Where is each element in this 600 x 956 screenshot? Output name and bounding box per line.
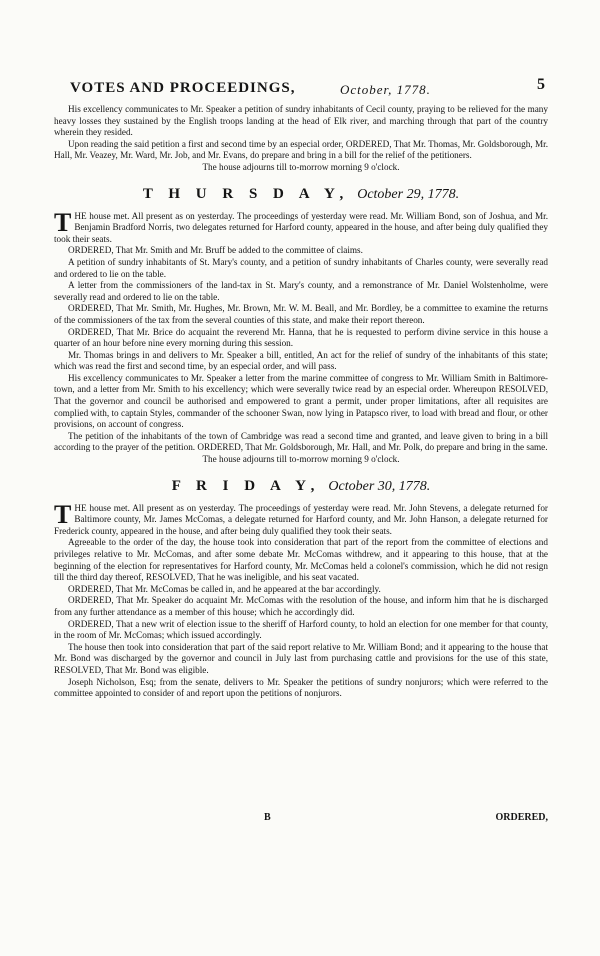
running-head-title: VOTES AND PROCEEDINGS,	[70, 80, 296, 96]
friday-opening-paragraph	[54, 499, 548, 538]
friday-paragraph: ORDERED, That a new writ of election issue to the sheriff of Harford county, to hold an election for one member for that county, in the room of Mr. McComas; which issued accordingly.	[54, 618, 548, 641]
thursday-paragraph: Mr. Thomas brings in and delivers to Mr. Speaker a bill, entitled, An act for the relief of sundry of the inhabitants of this state; which was read the first and second time, by an especial order, and will pass.	[54, 349, 548, 372]
thursday-paragraph: ORDERED, That Mr. Smith and Mr. Bruff be added to the committee of claims.	[68, 245, 363, 256]
thursday-opening-paragraph	[54, 207, 548, 246]
thursday-paragraph: The petition of the inhabitants of the town of Cambridge was read a second time and granted, and leave given to bring in a bill according to the prayer of the petition. ORDERED, That Mr. Goldsborough, Mr. Hall, and Mr. Polk, do prepare and bring in the same.	[54, 430, 548, 453]
intro-paragraph: Upon reading the said petition a first and second time by an especial order, ORDERED, That Mr. Thomas, Mr. Goldsborough, Mr. Hall, Mr. Veazey, Mr. Ward, Mr. Job, and Mr. Evans, do prepare and bring in a bill for the relief of the petitioners.	[54, 138, 548, 161]
day-name: F R I D A Y,	[171, 477, 321, 494]
day-date: October 29, 1778.	[357, 186, 460, 202]
friday-paragraph: Agreeable to the order of the day, the house took into consideration that part of the report from the committee of elections and privileges relative to Mr. McComas, and after some debate Mr. McComas withdrew, and it appearing to this house, that at the beginning of the election for representatives for Harford county, Mr. McComas held a colonel's commission, which he did not resign till the third day thereof, RESOLVED, That he was ineligible, and his seat vacated.	[54, 537, 548, 583]
friday-heading	[54, 478, 548, 495]
opening-text: HE house met. All present as on yesterday. The proceedings of yesterday were read. Mr. John Stevens, a delegate returned for Baltimore county, Mr. James McComas, a delegate returned for Harford county, and Mr. John Hanson, a delegate returned for Frederick county, appeared in the house, and after being duly qualified they took their seats.	[54, 502, 548, 536]
thursday-paragraph: ORDERED, That Mr. Brice do acquaint the reverend Mr. Hanna, that he is requested to perform divine service in this house a quarter of an hour before nine every morning during this session.	[54, 326, 548, 349]
thursday-paragraph: A petition of sundry inhabitants of St. Mary's county, and a petition of sundry inhabitants of Charles county, were severally read and ordered to lie on the table.	[54, 256, 548, 279]
friday-paragraph: The house then took into consideration that part of the said report relative to Mr. William Bond; and it appearing to the house that Mr. Bond was discharged by the governor and council in July last from purchasing cattle and provisions for the use of this state, RESOLVED, That Mr. Bond was eligible.	[54, 641, 548, 675]
thursday-paragraph: A letter from the commissioners of the land-tax in St. Mary's county, and a remonstrance of Mr. Daniel Wolstenholme, were severally read and ordered to lie on the table.	[54, 280, 548, 302]
thursday-paragraph: His excellency communicates to Mr. Speaker a letter from the marine committee of congress to Mr. William Smith in Baltimore-town, and a letter from Mr. Smith to his excellency; which were severally twice read by an especial order. Whereupon RESOLVED, That the governor and council be authorised and empowered to grant a permit, under proper limitations, after all requisites are complied with, to captain Styles, commander of the schooner Swan, now lying in Patapsco river, to load with bread and flour, or other provisions, on account of congress.	[54, 372, 548, 430]
friday-paragraph: ORDERED, That Mr. Speaker do acquaint Mr. McComas with the resolution of the house, and inform him that he is discharged from any further attendance as a member of this house; which he accordingly did.	[54, 595, 548, 617]
day-name: T H U R S D A Y,	[142, 185, 350, 202]
page-number: 5	[537, 76, 546, 93]
catchword: ORDERED,	[495, 812, 548, 823]
drop-cap: T	[54, 499, 72, 529]
adjournment-line: The house adjourns till to-morrow morning 9 o'clock.	[202, 161, 400, 172]
document-body	[54, 104, 548, 700]
signature-mark: B	[264, 812, 271, 823]
page-footer	[54, 812, 548, 826]
adjournment-line: The house adjourns till to-morrow morning 9 o'clock.	[202, 454, 400, 465]
intro-paragraph: His excellency communicates to Mr. Speaker a petition of sundry inhabitants of Cecil county, praying to be relieved for the many heavy losses they sustained by the English troops landing at the head of Elk river, and marching through that part of the country wherein they resided.	[54, 104, 548, 138]
friday-paragraph: ORDERED, That Mr. McComas be called in, and he appeared at the bar accordingly.	[68, 583, 381, 594]
day-date: October 30, 1778.	[328, 478, 431, 494]
opening-text: HE house met. All present as on yesterday. The proceedings of yesterday were read. Mr. William Bond, son of Joshua, and Mr. Benjamin Bradford Norris, two delegates returned for Harford county, appeared in the house, and after being duly qualified they took their seats.	[54, 210, 548, 244]
thursday-paragraph: ORDERED, That Mr. Smith, Mr. Hughes, Mr. Brown, Mr. W. M. Beall, and Mr. Bordley, be a committee to examine the returns of the commissioners of the tax from the several counties of this state, and make their report thereon.	[54, 303, 548, 325]
running-head	[70, 76, 548, 102]
friday-paragraph: Joseph Nicholson, Esq; from the senate, delivers to Mr. Speaker the petitions of sundry nonjurors; which were referred to the committee appointed to consider of and report upon the petitions of nonjurors.	[54, 676, 548, 699]
drop-cap: T	[54, 207, 72, 237]
running-head-date: October, 1778.	[340, 82, 431, 97]
thursday-heading	[54, 186, 548, 203]
